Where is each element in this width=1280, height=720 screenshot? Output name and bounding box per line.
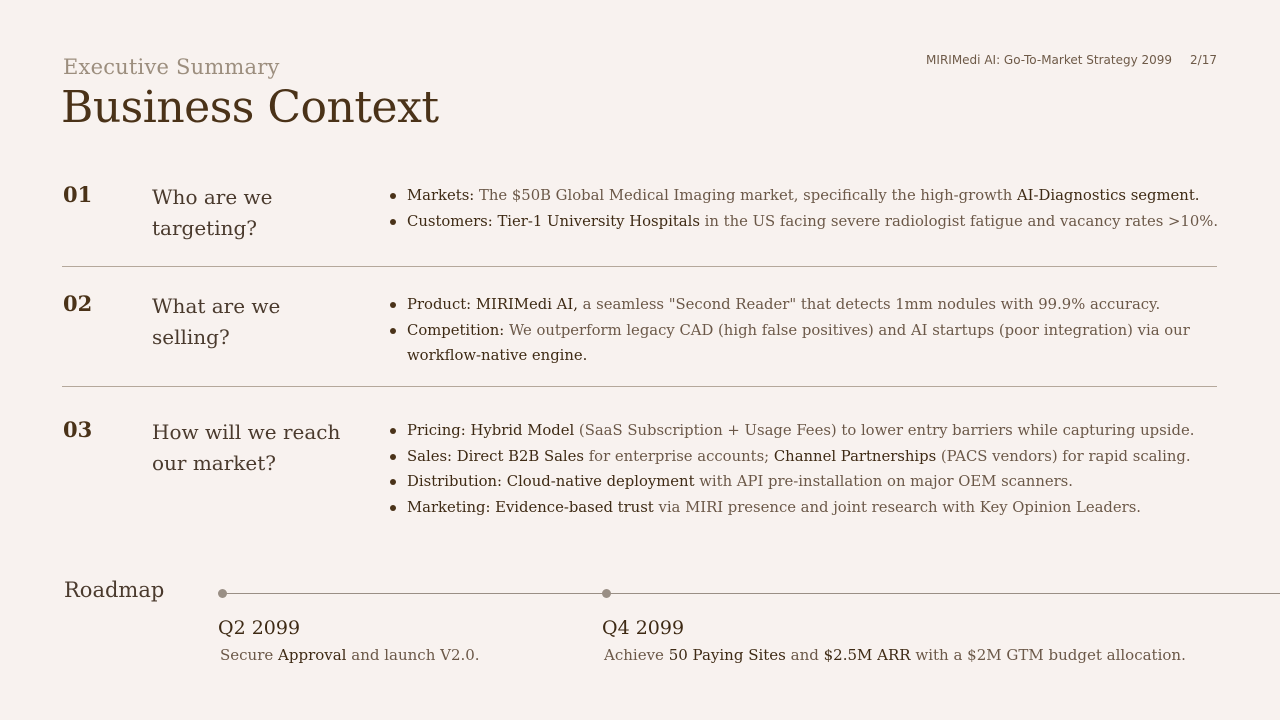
milestone-dot	[218, 589, 227, 598]
emphasis-text: Competition:	[407, 321, 505, 339]
milestone-description	[604, 646, 1186, 664]
body-text: in the US facing severe radiologist fatigue and vacancy rates >10%.	[699, 212, 1219, 230]
emphasis-text: Markets:	[407, 187, 475, 204]
row-question-line: selling?	[152, 325, 230, 349]
page-title: Business Context	[61, 82, 439, 133]
bullet-item	[390, 469, 1220, 495]
emphasis-text: Customers: Tier-1 University Hospitals	[407, 212, 700, 230]
body-text: (PACS vendors) for rapid scaling.	[936, 447, 1191, 465]
row-question	[152, 417, 372, 479]
emphasis-text: Sales: Direct B2B Sales	[407, 447, 584, 465]
body-text: The $50B Global Medical Imaging market, specifically the high-growth	[474, 187, 1017, 204]
header-meta	[926, 53, 1217, 67]
emphasis-text: Pricing: Hybrid Model	[407, 422, 575, 439]
bullet-item	[390, 318, 1220, 369]
bullet-item	[390, 209, 1220, 235]
bullet-list	[390, 292, 1220, 369]
milestone-dot	[602, 589, 611, 598]
divider	[62, 266, 1217, 267]
milestone-date: Q2 2099	[218, 617, 301, 639]
row-number: 03	[63, 417, 93, 442]
deck-title: MIRIMedi AI: Go-To-Market Strategy 2099	[926, 53, 1173, 67]
body-text: We outperform legacy CAD (high false positives) and AI startups (poor integration) via our	[504, 321, 1190, 339]
row-number: 01	[63, 182, 93, 207]
divider	[62, 386, 1217, 387]
emphasis-text: 50 Paying Sites	[668, 646, 786, 664]
body-text: with API pre-installation on major OEM scanners.	[694, 473, 1073, 490]
body-text: (SaaS Subscription + Usage Fees) to lower entry barriers while capturing upside.	[574, 422, 1195, 439]
body-text: via MIRI presence and joint research with Key Opinion Leaders.	[653, 498, 1142, 516]
row-question-line: Who are we	[152, 185, 273, 209]
emphasis-text: AI-Diagnostics segment.	[1016, 187, 1200, 204]
emphasis-text: Product: MIRIMedi AI,	[407, 296, 578, 313]
page-number: 2/17	[1190, 53, 1217, 67]
row-question	[152, 291, 372, 353]
row-question-line: What are we	[152, 294, 281, 318]
milestone-description	[220, 646, 480, 664]
emphasis-text: workflow-native engine.	[407, 347, 588, 364]
bullet-item	[390, 444, 1220, 470]
bullet-item	[390, 183, 1220, 209]
roadmap-timeline	[222, 593, 1280, 594]
bullet-item	[390, 418, 1220, 444]
body-text: with a $2M GTM budget allocation.	[910, 646, 1186, 664]
body-text: and	[785, 646, 824, 664]
body-text: Secure	[220, 646, 279, 664]
bullet-item	[390, 292, 1220, 318]
row-question-line: our market?	[152, 451, 277, 475]
emphasis-text: Approval	[278, 646, 347, 664]
emphasis-text: Distribution: Cloud-native deployment	[407, 473, 695, 490]
milestone-date: Q4 2099	[602, 617, 685, 639]
row-question-line: How will we reach	[152, 420, 341, 444]
body-text: and launch V2.0.	[346, 646, 480, 664]
body-text: for enterprise accounts;	[584, 447, 774, 465]
emphasis-text: Channel Partnerships	[773, 447, 937, 465]
row-question-line: targeting?	[152, 216, 257, 240]
emphasis-text: $2.5M ARR	[823, 646, 911, 664]
body-text: a seamless "Second Reader" that detects 1mm nodules with 99.9% accuracy.	[577, 296, 1161, 313]
emphasis-text: Marketing: Evidence-based trust	[407, 498, 654, 516]
bullet-list	[390, 418, 1220, 520]
bullet-list	[390, 183, 1220, 234]
body-text: Achieve	[604, 646, 669, 664]
bullet-item	[390, 495, 1220, 521]
roadmap-label: Roadmap	[64, 578, 165, 602]
section-label: Executive Summary	[63, 55, 280, 79]
row-question	[152, 182, 372, 244]
row-number: 02	[63, 291, 93, 316]
